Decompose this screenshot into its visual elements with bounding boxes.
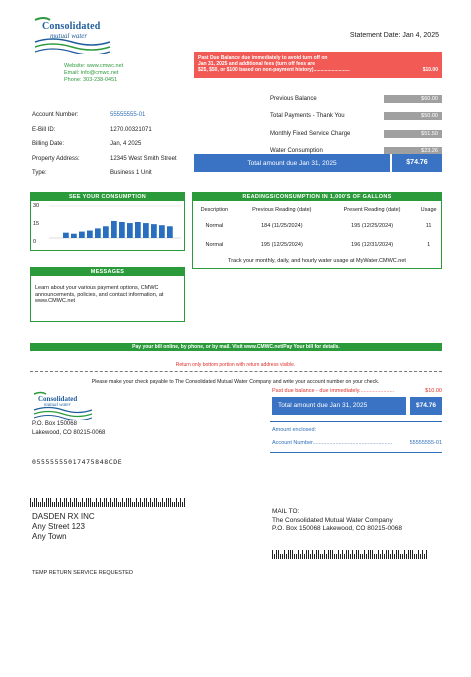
- past-due-notice: [194, 52, 442, 78]
- barcode-bar: [182, 502, 183, 507]
- barcode-bar: [170, 498, 171, 507]
- barcode-bar: [286, 554, 287, 559]
- barcode-bar: [278, 550, 279, 559]
- barcode-bar: [316, 550, 317, 559]
- barcode-bar: [410, 550, 411, 559]
- barcode-bar: [168, 498, 169, 507]
- barcode-bar: [142, 502, 143, 507]
- billing-date-value: Jan, 4 2025: [110, 141, 142, 147]
- mail-to-label: MAIL TO:: [272, 508, 300, 515]
- chart-bar: [151, 224, 157, 238]
- barcode-bar: [352, 550, 353, 559]
- stub-past-due-amount: $10.00: [425, 388, 442, 394]
- barcode-bar: [388, 550, 389, 559]
- barcode-bar: [94, 502, 95, 507]
- chart-bar: [167, 226, 173, 238]
- barcode-bar: [422, 550, 423, 559]
- stub-po-box: P.O. Box 150068: [32, 421, 77, 427]
- consumption-panel: [30, 192, 185, 251]
- barcode-bar: [62, 502, 63, 507]
- readings-header: Previous Reading (date): [252, 207, 312, 213]
- customer-address: [32, 512, 95, 542]
- account-number-value: 55555555-01: [110, 112, 146, 118]
- barcode-bar: [140, 498, 141, 507]
- table-cell: 195 (12/25/2024): [351, 222, 394, 229]
- barcode-bar: [404, 550, 405, 559]
- stub-logo: [32, 390, 94, 420]
- customer-name: DASDEN RX INC: [32, 512, 95, 521]
- website-text[interactable]: Website: www.cmwc.net: [64, 63, 124, 69]
- barcode-bar: [118, 502, 119, 507]
- stub-account-number-value: 55555555-01: [409, 440, 442, 446]
- barcode-bar: [52, 502, 53, 507]
- barcode-bar: [126, 498, 127, 507]
- barcode-bar: [326, 554, 327, 559]
- barcode-bar: [382, 550, 383, 559]
- barcode-bar: [184, 498, 185, 507]
- barcode-bar: [58, 502, 59, 507]
- payable-note: Please make your check payable to The Consolidated Mutual Water Company and write your account number on your check.: [91, 379, 380, 385]
- barcode-bar: [166, 498, 167, 507]
- logo-subtitle: mutual water: [50, 32, 88, 40]
- barcode-bar: [426, 550, 427, 559]
- previous-balance-value: $60.00: [384, 95, 442, 103]
- readings-panel: [192, 192, 442, 269]
- barcode-bar: [418, 550, 419, 559]
- barcode-bar: [274, 554, 275, 559]
- pay-banner: [30, 343, 442, 351]
- barcode-bar: [164, 502, 165, 507]
- email-text[interactable]: Email: info@cmwc.net: [64, 70, 119, 76]
- readings-header: Description: [200, 207, 229, 213]
- stub-past-due-label: Past due balance - due immediately.......................: [272, 388, 395, 394]
- postal-barcode: [30, 489, 186, 499]
- barcode-bar: [96, 498, 97, 507]
- barcode-bar: [90, 498, 91, 507]
- barcode-bar: [146, 498, 147, 507]
- stub-logo-subtitle: mutual water: [44, 403, 71, 408]
- barcode-bar: [424, 554, 425, 559]
- barcode-bar: [314, 554, 315, 559]
- barcode-bar: [362, 554, 363, 559]
- ebill-id-value: 1270.00321071: [110, 126, 152, 133]
- table-cell: 1: [427, 241, 431, 248]
- barcode-bar: [296, 554, 297, 559]
- barcode-bar: [332, 550, 333, 559]
- barcode-bar: [64, 498, 65, 507]
- return-service-note: TEMP RETURN SERVICE REQUESTED: [32, 570, 133, 576]
- barcode-bar: [178, 502, 179, 507]
- barcode-bar: [174, 502, 175, 507]
- tear-line: [30, 371, 442, 372]
- barcode-bar: [334, 554, 335, 559]
- barcode-bar: [414, 554, 415, 559]
- barcode-bar: [38, 502, 39, 507]
- chart-bar: [87, 231, 93, 238]
- stub-return-address: [32, 420, 105, 437]
- barcode-bar: [370, 550, 371, 559]
- barcode-bar: [160, 502, 161, 507]
- barcode-bar: [180, 498, 181, 507]
- table-row: [193, 216, 441, 235]
- readings-header: Present Reading (date): [343, 207, 401, 213]
- barcode-bar: [408, 550, 409, 559]
- barcode-bar: [130, 498, 131, 507]
- barcode-bar: [156, 498, 157, 507]
- barcode-bar: [320, 554, 321, 559]
- scan-line: 05555555017475848CDE: [32, 458, 123, 466]
- chart-bar: [103, 226, 109, 238]
- readings-title: READINGS/CONSUMPTION IN 1,000'S OF GALLONS: [193, 193, 441, 201]
- barcode-bar: [84, 502, 85, 507]
- barcode-bar: [348, 550, 349, 559]
- amount-enclosed-label: Amount enclosed:: [272, 427, 317, 433]
- barcode-bar: [82, 498, 83, 507]
- barcode-bar: [36, 498, 37, 507]
- water-consumption-value: $23.26: [384, 147, 442, 155]
- stub-logo-title: Consolidated: [38, 395, 78, 403]
- barcode-bar: [380, 554, 381, 559]
- barcode-bar: [44, 502, 45, 507]
- barcode-bar: [400, 554, 401, 559]
- customer-street: Any Street 123: [32, 522, 85, 531]
- barcode-bar: [86, 498, 87, 507]
- barcode-bar: [302, 550, 303, 559]
- mail-to-line-2: P.O. Box 150068 Lakewood, CO 80215-0068: [272, 525, 402, 532]
- past-due-line-2: Jan 31, 2025 and additional fees (turn off fees are: [198, 61, 315, 68]
- stub-past-due: [272, 388, 442, 394]
- barcode-bar: [358, 550, 359, 559]
- barcode-bar: [280, 554, 281, 559]
- readings-note: Track your monthly, daily, and hourly water usage at MyWater.CMWC.net: [228, 258, 406, 264]
- barcode-bar: [294, 554, 295, 559]
- barcode-bar: [150, 498, 151, 507]
- barcode-bar: [72, 502, 73, 507]
- barcode-bar: [54, 502, 55, 507]
- barcode-bar: [340, 554, 341, 559]
- stub-city: Lakewood, CO 80215-0068: [32, 429, 106, 436]
- consumption-bar-chart: [49, 204, 181, 246]
- barcode-bar: [304, 554, 305, 559]
- amount-enclosed-box[interactable]: [270, 421, 442, 453]
- barcode-bar: [288, 550, 289, 559]
- chart-bar: [143, 223, 149, 238]
- barcode-bar: [112, 502, 113, 507]
- barcode-bar: [32, 502, 33, 507]
- logo-title: Consolidated: [42, 21, 101, 32]
- return-note: Return only bottom portion with return address visible.: [175, 362, 296, 368]
- barcode-bar: [394, 554, 395, 559]
- barcode-bar: [114, 498, 115, 507]
- barcode-bar: [92, 502, 93, 507]
- payments-value: $50.00: [384, 112, 442, 120]
- barcode-bar: [396, 550, 397, 559]
- barcode-bar: [276, 550, 277, 559]
- barcode-bar: [328, 550, 329, 559]
- barcode-bar: [298, 550, 299, 559]
- barcode-bar: [66, 498, 67, 507]
- barcode-bar: [364, 550, 365, 559]
- chart-bar: [71, 234, 77, 238]
- barcode-bar: [420, 554, 421, 559]
- barcode-bar: [386, 550, 387, 559]
- stub-account-number-label: Account Number....................................................: [272, 440, 393, 446]
- barcode-bar: [300, 554, 301, 559]
- barcode-bar: [74, 498, 75, 507]
- chart-bar: [159, 225, 165, 238]
- chart-bar: [119, 222, 125, 238]
- stub-total-value: $74.76: [410, 397, 442, 415]
- consumption-chart-title: SEE YOUR CONSUMPTION: [31, 193, 184, 201]
- barcode-bar: [60, 498, 61, 507]
- barcode-bar: [48, 498, 49, 507]
- payments-label: Total Payments - Thank You: [270, 113, 345, 120]
- barcode-bar: [42, 498, 43, 507]
- barcode-bar: [34, 498, 35, 507]
- barcode-bar: [98, 502, 99, 507]
- table-cell: 195 (12/25/2024): [260, 241, 303, 248]
- service-charge-value: $51.50: [384, 130, 442, 138]
- barcode-bar: [144, 498, 145, 507]
- barcode-bar: [46, 498, 47, 507]
- barcode-bar: [76, 498, 77, 507]
- barcode-bar: [282, 554, 283, 559]
- barcode-bar: [172, 502, 173, 507]
- barcode-bar: [416, 554, 417, 559]
- total-due-value: $74.76: [390, 154, 442, 172]
- chart-bar: [111, 221, 117, 238]
- barcode-bar: [102, 502, 103, 507]
- barcode-bar: [108, 502, 109, 507]
- barcode-bar: [154, 498, 155, 507]
- barcode-bar: [390, 554, 391, 559]
- barcode-bar: [122, 498, 123, 507]
- barcode-bar: [356, 550, 357, 559]
- barcode-bar: [132, 502, 133, 507]
- barcode-bar: [342, 550, 343, 559]
- barcode-bar: [124, 502, 125, 507]
- property-address-label: Property Address:: [32, 155, 80, 162]
- table-cell: 11: [425, 222, 432, 229]
- barcode-bar: [120, 502, 121, 507]
- chart-bar: [79, 232, 85, 238]
- barcode-bar: [312, 550, 313, 559]
- barcode-bar: [354, 554, 355, 559]
- stub-total-label: Total amount due Jan 31, 2025: [272, 397, 406, 415]
- barcode-bar: [100, 498, 101, 507]
- barcode-bar: [374, 554, 375, 559]
- type-value: Business 1 Unit: [110, 170, 152, 176]
- readings-table: [193, 204, 441, 254]
- barcode-bar: [152, 502, 153, 507]
- stub-account-number: [272, 440, 442, 446]
- barcode-bar: [330, 550, 331, 559]
- barcode-bar: [78, 502, 79, 507]
- past-due-amount: $10.00: [422, 67, 438, 74]
- previous-balance-label: Previous Balance: [270, 95, 317, 102]
- company-logo: [32, 14, 114, 54]
- table-cell: Normal: [205, 241, 224, 248]
- chart-bar: [135, 222, 141, 238]
- customer-town: Any Town: [32, 532, 67, 541]
- barcode-bar: [338, 550, 339, 559]
- past-due-line-1: Past Due Balance due immediately to avoid turn off on: [198, 55, 328, 61]
- barcode-bar: [318, 550, 319, 559]
- account-number-label: Account Number:: [32, 112, 79, 118]
- barcode-bar: [134, 502, 135, 507]
- barcode-bar: [290, 550, 291, 559]
- mail-to-line-1: The Consolidated Mutual Water Company: [272, 516, 393, 524]
- statement-date: Statement Date: Jan 4, 2025: [349, 32, 439, 39]
- mail-to-block: [272, 508, 402, 534]
- barcode-bar: [372, 550, 373, 559]
- barcode-bar: [384, 554, 385, 559]
- contact-block: [64, 63, 123, 84]
- barcode-bar: [402, 554, 403, 559]
- barcode-bar: [376, 554, 377, 559]
- barcode-bar: [176, 498, 177, 507]
- barcode-bar: [350, 554, 351, 559]
- barcode-bar: [106, 498, 107, 507]
- type-label: Type:: [32, 170, 47, 176]
- barcode-bar: [138, 502, 139, 507]
- barcode-bar: [158, 502, 159, 507]
- barcode-bar: [104, 498, 105, 507]
- barcode-bar: [366, 554, 367, 559]
- table-cell: 196 (12/31/2024): [351, 241, 394, 248]
- total-due-bar: [194, 154, 442, 172]
- barcode-bar: [148, 502, 149, 507]
- barcode-bar: [88, 498, 89, 507]
- account-info: [32, 108, 182, 181]
- y-tick-15: 15: [33, 221, 40, 227]
- barcode-bar: [322, 554, 323, 559]
- table-cell: 184 (11/25/2024): [261, 222, 303, 229]
- chart-bar: [63, 233, 69, 238]
- chart-bar: [127, 223, 133, 238]
- past-due-line-3: $25, $50, or $100 based on non-payment history)..........................: [198, 67, 350, 74]
- stub-total-bar: [272, 397, 442, 415]
- barcode-bar: [368, 550, 369, 559]
- charges-summary: [270, 90, 442, 160]
- barcode-bar: [308, 550, 309, 559]
- barcode-bar: [306, 550, 307, 559]
- barcode-bar: [80, 502, 81, 507]
- barcode-bar: [344, 554, 345, 559]
- barcode-bar: [346, 550, 347, 559]
- y-tick-0: 0: [33, 239, 37, 245]
- pay-banner-text[interactable]: Pay your bill online, by phone, or by mail. Visit www.CMWC.net/Pay Your bill for details.: [132, 344, 340, 350]
- barcode-bar: [50, 498, 51, 507]
- barcode-bar: [128, 498, 129, 507]
- barcode-bar: [162, 498, 163, 507]
- barcode-bar: [68, 502, 69, 507]
- postal-barcode: [272, 541, 428, 551]
- barcode-bar: [324, 550, 325, 559]
- messages-body: Learn about your various payment options, CMWC announcements, policies, and contact information, at www.CMWC.net: [35, 285, 164, 304]
- barcode-bar: [292, 550, 293, 559]
- barcode-bar: [40, 502, 41, 507]
- barcode-bar: [136, 498, 137, 507]
- table-row: [193, 235, 441, 254]
- barcode-bar: [378, 550, 379, 559]
- readings-header: Usage: [420, 207, 437, 213]
- ebill-id-label: E-Bill ID:: [32, 126, 56, 133]
- barcode-bar: [412, 550, 413, 559]
- water-consumption-label: Water Consumption: [270, 148, 323, 155]
- chart-bar: [95, 228, 101, 238]
- barcode-bar: [360, 554, 361, 559]
- barcode-bar: [70, 498, 71, 507]
- barcode-bar: [310, 554, 311, 559]
- total-due-label: Total amount due Jan 31, 2025: [247, 159, 337, 167]
- barcode-bar: [406, 554, 407, 559]
- property-address-value: 12345 West Smith Street: [110, 155, 177, 162]
- barcode-bar: [56, 498, 57, 507]
- barcode-bar: [284, 550, 285, 559]
- barcode-bar: [110, 498, 111, 507]
- y-tick-30: 30: [33, 203, 40, 209]
- barcode-bar: [272, 550, 273, 559]
- barcode-bar: [336, 554, 337, 559]
- barcode-bar: [392, 550, 393, 559]
- service-charge-label: Monthly Fixed Service Charge: [270, 130, 351, 137]
- messages-panel: [30, 267, 185, 322]
- barcode-bar: [116, 498, 117, 507]
- messages-title: MESSAGES: [31, 268, 184, 276]
- billing-date-label: Billing Date:: [32, 141, 65, 147]
- table-cell: Normal: [205, 222, 224, 229]
- phone-text: Phone: 303-238-0451: [64, 77, 118, 83]
- barcode-bar: [30, 498, 31, 507]
- barcode-bar: [398, 550, 399, 559]
